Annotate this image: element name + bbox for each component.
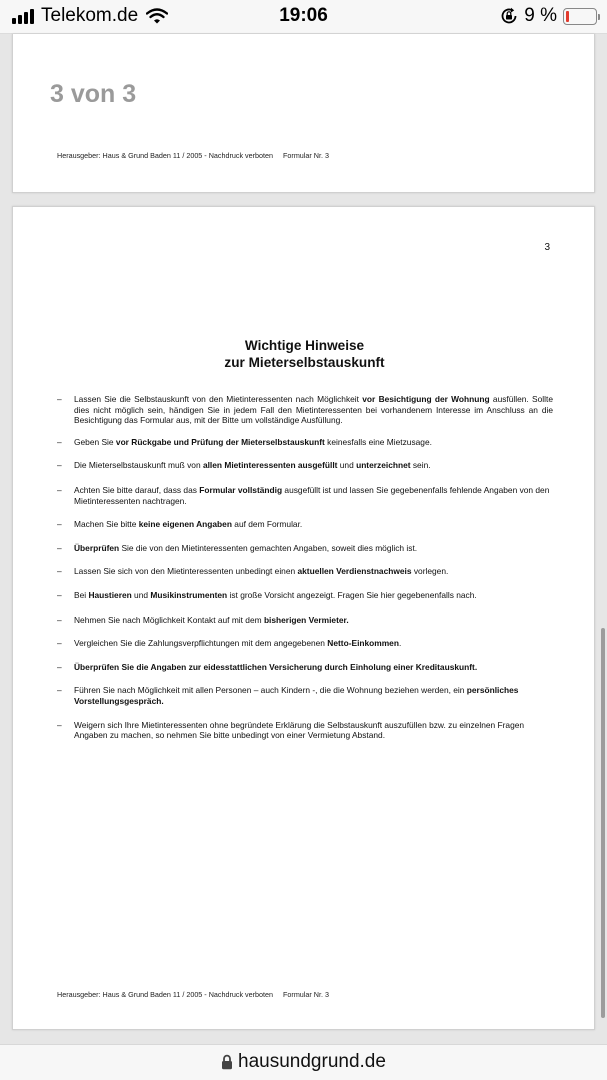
note-text: ausgefüllt ist und lassen Sie gegebenenfalls fehlende Angaben von den Mietinteressenten nachtragen. — [74, 484, 550, 506]
status-bar — [0, 0, 607, 34]
note-emphasis: Überprüfen — [74, 542, 120, 553]
note-item — [57, 685, 553, 706]
battery-percentage: 9 % — [524, 5, 557, 26]
note-emphasis: Haustieren — [88, 589, 132, 600]
page-footer — [57, 151, 329, 160]
note-text: Achten Sie bitte darauf, dass das — [74, 484, 200, 495]
note-item — [57, 566, 553, 577]
note-emphasis: persönliches Vorstellungsgespräch. — [74, 685, 519, 706]
note-text: auf dem Formular. — [231, 519, 303, 530]
battery-icon — [563, 8, 597, 25]
pdf-page-1 — [12, 34, 595, 193]
clock: 19:06 — [279, 5, 328, 26]
status-right — [500, 5, 597, 27]
note-text: sein. — [410, 460, 431, 471]
note-item — [57, 543, 553, 554]
note-text: Bei — [74, 589, 89, 600]
note-emphasis: Überprüfen Sie die Angaben zur eidesstattlichen Versicherung durch Einholung einer Kreditauskunft. — [74, 661, 478, 672]
heading-line-2: zur Mieterselbstauskunft — [224, 355, 385, 370]
note-text: und — [131, 589, 151, 600]
note-emphasis: aktuellen Verdienstnachweis — [297, 566, 412, 577]
pdf-page-2 — [12, 206, 595, 1030]
note-item — [57, 590, 553, 601]
notes-list — [57, 394, 553, 741]
note-item — [57, 638, 553, 649]
note-text: Weigern sich Ihre Mietinteressenten ohne begründete Erklärung die Selbstauskunft auszufüllen bzw. zu einzelnen Fragen Angaben zu machen, so nehmen Sie bitte unbedingt von einer Vermietung Abstand. — [74, 719, 525, 741]
note-emphasis: bisherigen Vermieter. — [263, 614, 349, 625]
url-text: hausundgrund.de — [238, 1051, 386, 1072]
note-text: Lassen Sie die Selbstauskunft von den Mietinteressenten nach Möglichkeit — [74, 394, 363, 404]
footer-form-number: Formular Nr. 3 — [283, 990, 329, 999]
footer-publisher: Herausgeber: Haus & Grund Baden 11 / 2005 - Nachdruck verboten — [57, 151, 274, 160]
note-text: Sie die von den Mietinteressenten gemachten Angaben, soweit dies möglich ist. — [119, 542, 418, 553]
page-footer — [57, 990, 329, 999]
carrier-name: Telekom.de — [41, 5, 139, 26]
note-emphasis: allen Mietinteressenten ausgefüllt — [202, 460, 338, 471]
note-emphasis: vor Besichtigung der Wohnung — [362, 394, 490, 404]
note-text: Machen Sie bitte — [74, 519, 139, 530]
note-text: vorlegen. — [411, 566, 449, 577]
note-item — [57, 460, 553, 471]
browser-url-bar[interactable] — [0, 1044, 607, 1080]
battery-fill — [566, 11, 569, 22]
note-emphasis: keine eigenen Angaben — [138, 519, 232, 530]
note-item — [57, 394, 553, 426]
footer-publisher: Herausgeber: Haus & Grund Baden 11 / 2005 - Nachdruck verboten — [57, 990, 274, 999]
note-item — [57, 519, 553, 530]
note-text: Nehmen Sie nach Möglichkeit Kontakt auf mit dem — [74, 614, 264, 625]
note-emphasis: unterzeichnet — [356, 460, 411, 471]
note-text: Lassen Sie sich von den Mietinteressenten unbedingt einen — [74, 566, 298, 577]
note-item — [57, 437, 553, 448]
scrollbar-thumb[interactable] — [601, 628, 605, 1018]
url-display[interactable] — [0, 1051, 607, 1073]
heading-line-1: Wichtige Hinweise — [244, 338, 365, 353]
note-item — [57, 615, 553, 626]
page-number: 3 — [544, 242, 550, 253]
note-emphasis: Netto-Einkommen — [327, 638, 399, 649]
footer-form-number: Formular Nr. 3 — [283, 151, 329, 160]
note-text: Die Mieterselbstauskunft muß von — [74, 460, 203, 471]
page-heading — [13, 337, 596, 371]
note-text: ausfüllen. Sollte dies nicht möglich sein, händigen Sie in jedem Fall den Mietinteressenten bei vorhandenem Interesse im Anschluss an die Besichtigung das Formular aus, mit der Bitte um vollständige Ausfüllung. — [74, 394, 553, 426]
rotation-lock-icon — [500, 7, 518, 25]
note-text: keinesfalls eine Mietzusage. — [324, 436, 432, 447]
note-text: Vergleichen Sie die Zahlungsverpflichtungen mit dem angegebenen — [74, 638, 328, 649]
note-text: Geben Sie — [74, 436, 116, 447]
note-emphasis: Musikinstrumenten — [150, 589, 228, 600]
note-item — [57, 662, 553, 673]
page-counter: 3 von 3 — [50, 80, 137, 108]
note-emphasis: Formular vollständig — [199, 484, 283, 495]
note-text: . — [398, 638, 402, 649]
note-item — [57, 485, 553, 506]
padlock-icon — [221, 1054, 233, 1070]
note-text: und — [337, 460, 357, 471]
note-emphasis: vor Rückgabe und Prüfung der Mieterselbstauskunft — [115, 436, 325, 447]
note-text: ist große Vorsicht angezeigt. Fragen Sie hier gegebenenfalls nach. — [227, 589, 477, 600]
note-item — [57, 720, 553, 741]
note-text: Führen Sie nach Möglichkeit mit allen Personen – auch Kindern -, die die Wohnung beziehen werden, ein — [74, 685, 467, 696]
